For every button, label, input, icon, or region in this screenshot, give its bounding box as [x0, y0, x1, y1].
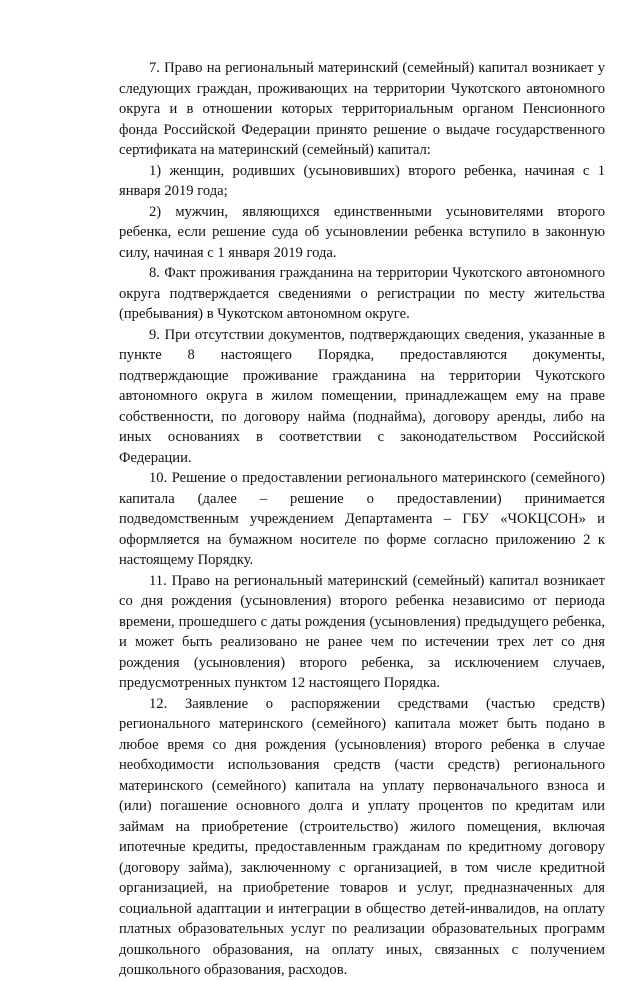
paragraph-9: 9. При отсутствии документов, подтверждающих сведения, указанные в пункте 8 настоящего Порядка, предоставляются документы, подтверждающие проживание гражданина на территории Чукотского автономного округа в жилом помещении, принадлежащем ему на праве собственности, по договору найма (поднайма), договору аренды, либо на иных основаниях в соответствии с законодательством Российской Федерации.: [119, 326, 605, 466]
document-page: [119, 58, 605, 981]
paragraph-10: 10. Решение о предоставлении регионального материнского (семейного) капитала (далее – решение о предоставлении) принимается подведомственным учреждением Департамента – ГБУ «ЧОКЦСОН» и оформляется на бумажном носителе по форме согласно приложению 2 к настоящему Порядку.: [119, 470, 605, 568]
paragraph-12: 12. Заявление о распоряжении средствами (частью средств) регионального материнского (семейного) капитала может быть подано в любое время со дня рождения (усыновления) второго ребенка в случае необходимости использования средств (части средств) регионального материнского (семейного) капитала на уплату первоначального взноса и (или) погашение основного долга и уплату процентов по кредитам или займам на приобретение (строительство) жилого помещения, включая ипотечные кредиты, предоставленным гражданам по кредитному договору (договору займа), заключенному с организацией, в том числе кредитной организацией, на приобретение товаров и услуг, предназначенных для социальной адаптации и интеграции в общество детей-инвалидов, на оплату платных образовательных услуг по реализации образовательных программ дошкольного образования, на оплату иных, связанных с получением дошкольного образования, расходов.: [119, 695, 605, 978]
paragraph-11: 11. Право на региональный материнский (семейный) капитал возникает со дня рождения (усыновления) второго ребенка независимо от периода времени, прошедшего с даты рождения (усыновления) предыдущего ребенка, и может быть реализовано не ранее чем по истечении трех лет со дня рождения (усыновления) второго ребенка, за исключением случаев, предусмотренных пунктом 12 настоящего Порядка.: [119, 572, 605, 691]
paragraph-7-item-2: 2) мужчин, являющихся единственными усыновителями второго ребенка, если решение суда об усыновлении ребенка вступило в законную силу, начиная с 1 января 2019 года.: [119, 203, 605, 261]
paragraph-7-item-1: 1) женщин, родивших (усыновивших) второго ребенка, начиная с 1 января 2019 года;: [119, 162, 605, 199]
paragraph-7: 7. Право на региональный материнский (семейный) капитал возникает у следующих граждан, проживающих на территории Чукотского автономного округа и в отношении которых территориальным органом Пенсионного фонда Российской Федерации принято решение о выдаче государственного сертификата на материнский (семейный) капитал:: [119, 60, 605, 158]
paragraph-8: 8. Факт проживания гражданина на территории Чукотского автономного округа подтверждается сведениями о регистрации по месту жительства (пребывания) в Чукотском автономном округе.: [119, 265, 605, 322]
